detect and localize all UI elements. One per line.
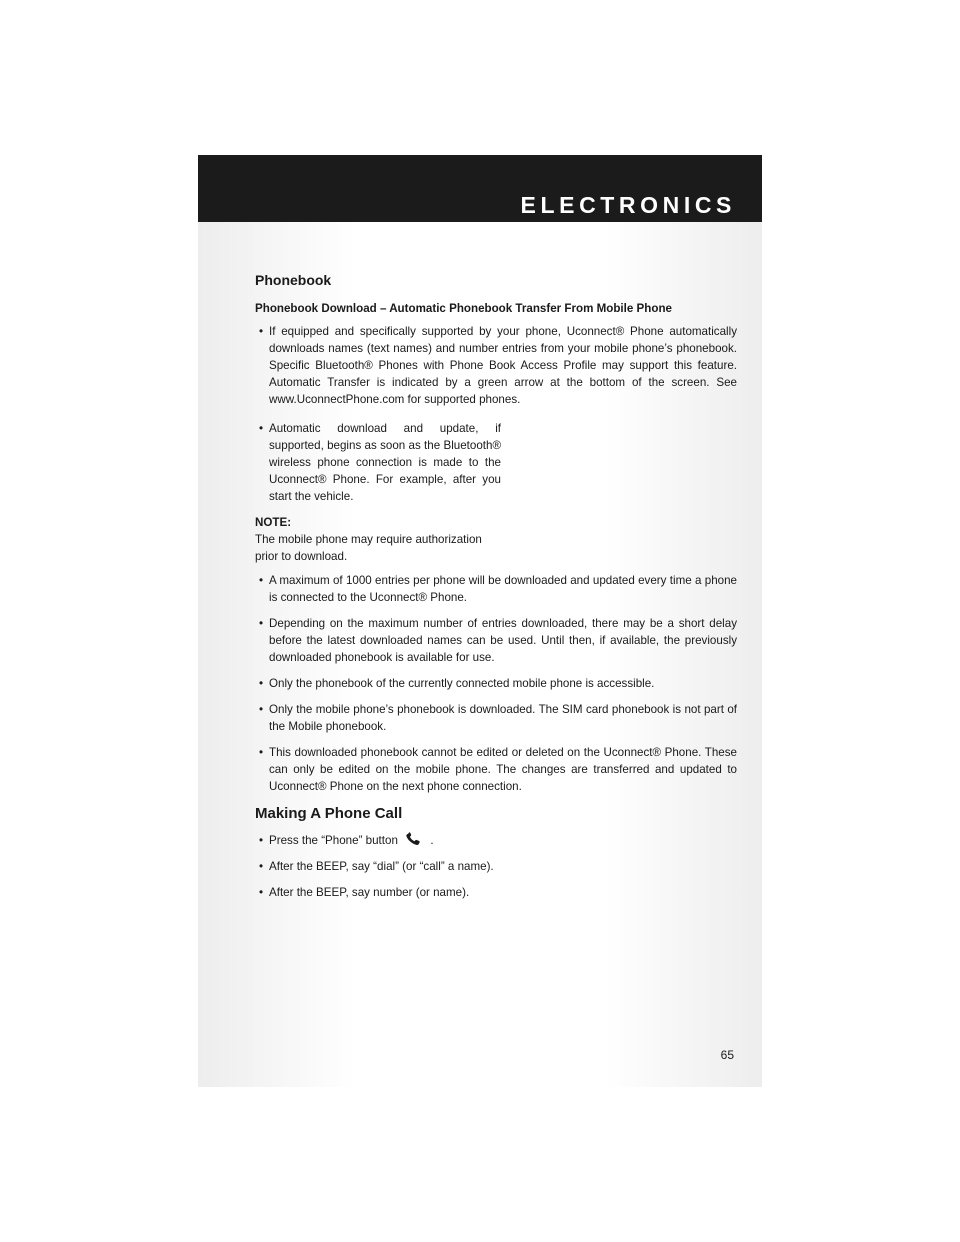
list-item-text: Automatic download and update, if supported, begins as soon as the Bluetooth® wireless phone connection is made to the Uconnect® Phone. For example, after you start the vehicle. bbox=[269, 422, 501, 503]
bullet-marker: • bbox=[259, 860, 264, 873]
list-item-text: Only the mobile phone’s phonebook is downloaded. The SIM card phonebook is not part of the Mobile phonebook. bbox=[269, 703, 737, 733]
list-item bbox=[255, 615, 737, 666]
list-item-text: Only the phonebook of the currently connected mobile phone is accessible. bbox=[269, 677, 655, 690]
bullet-marker: • bbox=[259, 886, 264, 899]
page-number: 65 bbox=[720, 1048, 734, 1062]
page-content bbox=[255, 271, 737, 910]
list-item-text: A maximum of 1000 entries per phone will be downloaded and updated every time a phone is connected to the Uconnect® Phone. bbox=[269, 574, 737, 604]
list-item-text: Depending on the maximum number of entries downloaded, there may be a short delay before the latest downloaded names can be used. Until then, if available, the previously downloaded phonebook is available for use. bbox=[269, 617, 737, 664]
list-item bbox=[255, 832, 737, 849]
list-item bbox=[255, 572, 737, 606]
making-phone-call-heading: Making A Phone Call bbox=[255, 805, 403, 822]
list-item bbox=[255, 858, 737, 875]
bullet-marker: • bbox=[259, 617, 264, 630]
list-item bbox=[255, 323, 737, 408]
list-item-text: If equipped and specifically supported by your phone, Uconnect® Phone automatically downloads names (text names) and number entries from your mobile phone’s phonebook. Specific Bluetooth® Phones with Phone Book Access Profile may support this feature. Automatic Transfer is indicated by a green arrow at the bottom of the screen. See www.UconnectPhone.com for supported phones. bbox=[269, 325, 737, 406]
list-item bbox=[255, 675, 737, 692]
manual-page bbox=[198, 155, 762, 1087]
bullet-marker: • bbox=[259, 422, 264, 435]
note-text: The mobile phone may require authorization prior to download. bbox=[255, 533, 482, 563]
list-item bbox=[255, 884, 737, 901]
list-item bbox=[255, 744, 737, 795]
phone-icon bbox=[405, 832, 425, 846]
bullet-marker: • bbox=[259, 677, 264, 690]
list-item-text-suffix: . bbox=[430, 834, 434, 847]
note-label: NOTE: bbox=[255, 516, 292, 529]
phonebook-download-subheading: Phonebook Download – Automatic Phonebook Transfer From Mobile Phone bbox=[255, 302, 672, 315]
bullet-marker: • bbox=[259, 834, 264, 847]
section-header-bar bbox=[198, 155, 762, 222]
list-item-text: Press the “Phone” button bbox=[269, 834, 398, 847]
list-item-text: After the BEEP, say number (or name). bbox=[269, 886, 470, 899]
bullet-marker: • bbox=[259, 325, 264, 338]
section-header-title: ELECTRONICS bbox=[520, 192, 736, 218]
list-item bbox=[255, 701, 737, 735]
bullet-marker: • bbox=[259, 703, 264, 716]
list-item bbox=[255, 420, 501, 505]
phonebook-heading: Phonebook bbox=[255, 272, 332, 288]
bullet-marker: • bbox=[259, 574, 264, 587]
list-item-text: After the BEEP, say “dial” (or “call” a name). bbox=[269, 860, 494, 873]
bullet-marker: • bbox=[259, 746, 264, 759]
list-item-text: This downloaded phonebook cannot be edited or deleted on the Uconnect® Phone. These can only be edited on the mobile phone. The changes are transferred and updated to Uconnect® Phone on the next phone connection. bbox=[269, 746, 737, 793]
